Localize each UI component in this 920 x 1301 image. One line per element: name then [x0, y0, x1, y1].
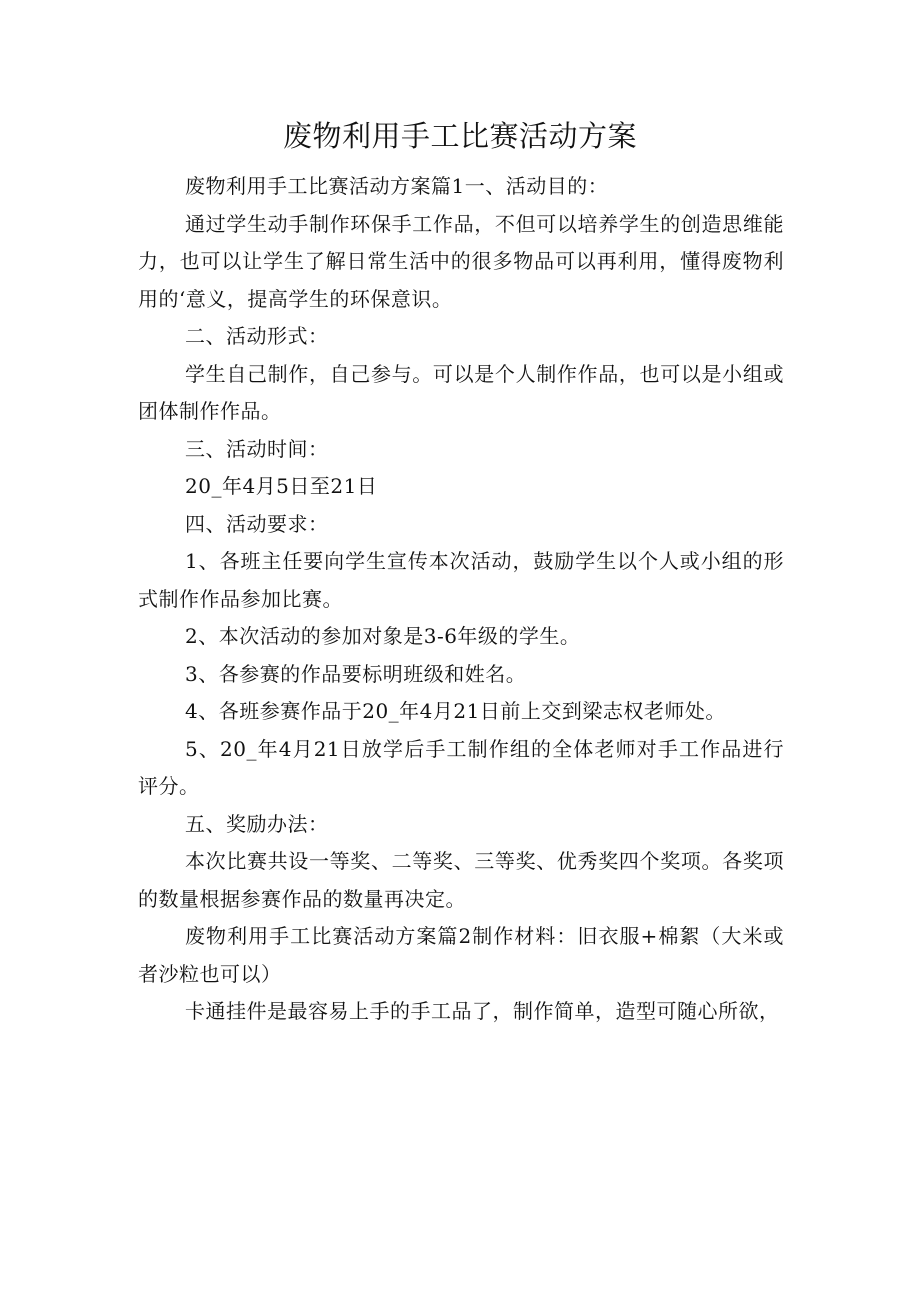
- document-body: [138, 168, 784, 1031]
- paragraph-requirement-5: 5、20_年4月21日放学后手工制作组的全体老师对手工作品进行评分。: [138, 736, 784, 798]
- paragraph-plan-2-intro: 卡通挂件是最容易上手的手工品了，制作简单，造型可随心所欲，: [185, 999, 780, 1023]
- paragraph-form-heading: 二、活动形式：: [185, 324, 329, 348]
- document-title: 废物利用手工比赛活动方案: [282, 119, 637, 153]
- paragraph-purpose-text: 通过学生动手制作环保手工作品，不但可以培养学生的创造思维能力，也可以让学生了解日常生活中的很多物品可以再利用，懂得废物利用的‘意义，提高学生的环保意识。: [138, 211, 784, 311]
- paragraph-awards-text: 本次比赛共设一等奖、二等奖、三等奖、优秀奖四个奖项。各奖项的数量根据参赛作品的数量再决定。: [138, 849, 784, 911]
- paragraph-requirement-3: 3、各参赛的作品要标明班级和姓名。: [185, 661, 527, 686]
- paragraph-form-text: 学生自己制作，自己参与。可以是个人制作作品，也可以是小组或团体制作作品。: [138, 361, 784, 423]
- paragraph-time-heading: 三、活动时间：: [185, 436, 329, 461]
- paragraph-requirements-heading: 四、活动要求：: [185, 511, 329, 536]
- paragraph-requirement-2: 2、本次活动的参加对象是3-6年级的学生。: [185, 624, 581, 648]
- paragraph-plan-2-materials: 废物利用手工比赛活动方案篇2制作材料：旧衣服+棉絮（大米或者沙粒也可以）: [138, 924, 784, 986]
- paragraph-time-text: 20_年4月5日至21日: [185, 474, 378, 498]
- paragraph-awards-heading: 五、奖励办法：: [185, 811, 329, 836]
- paragraph-requirement-4: 4、各班参赛作品于20_年4月21日前上交到梁志权老师处。: [185, 699, 726, 723]
- paragraph-purpose-heading: 废物利用手工比赛活动方案篇1一、活动目的：: [185, 174, 609, 198]
- paragraph-requirement-1: 1、各班主任要向学生宣传本次活动，鼓励学生以个人或小组的形式制作作品参加比赛。: [138, 549, 784, 611]
